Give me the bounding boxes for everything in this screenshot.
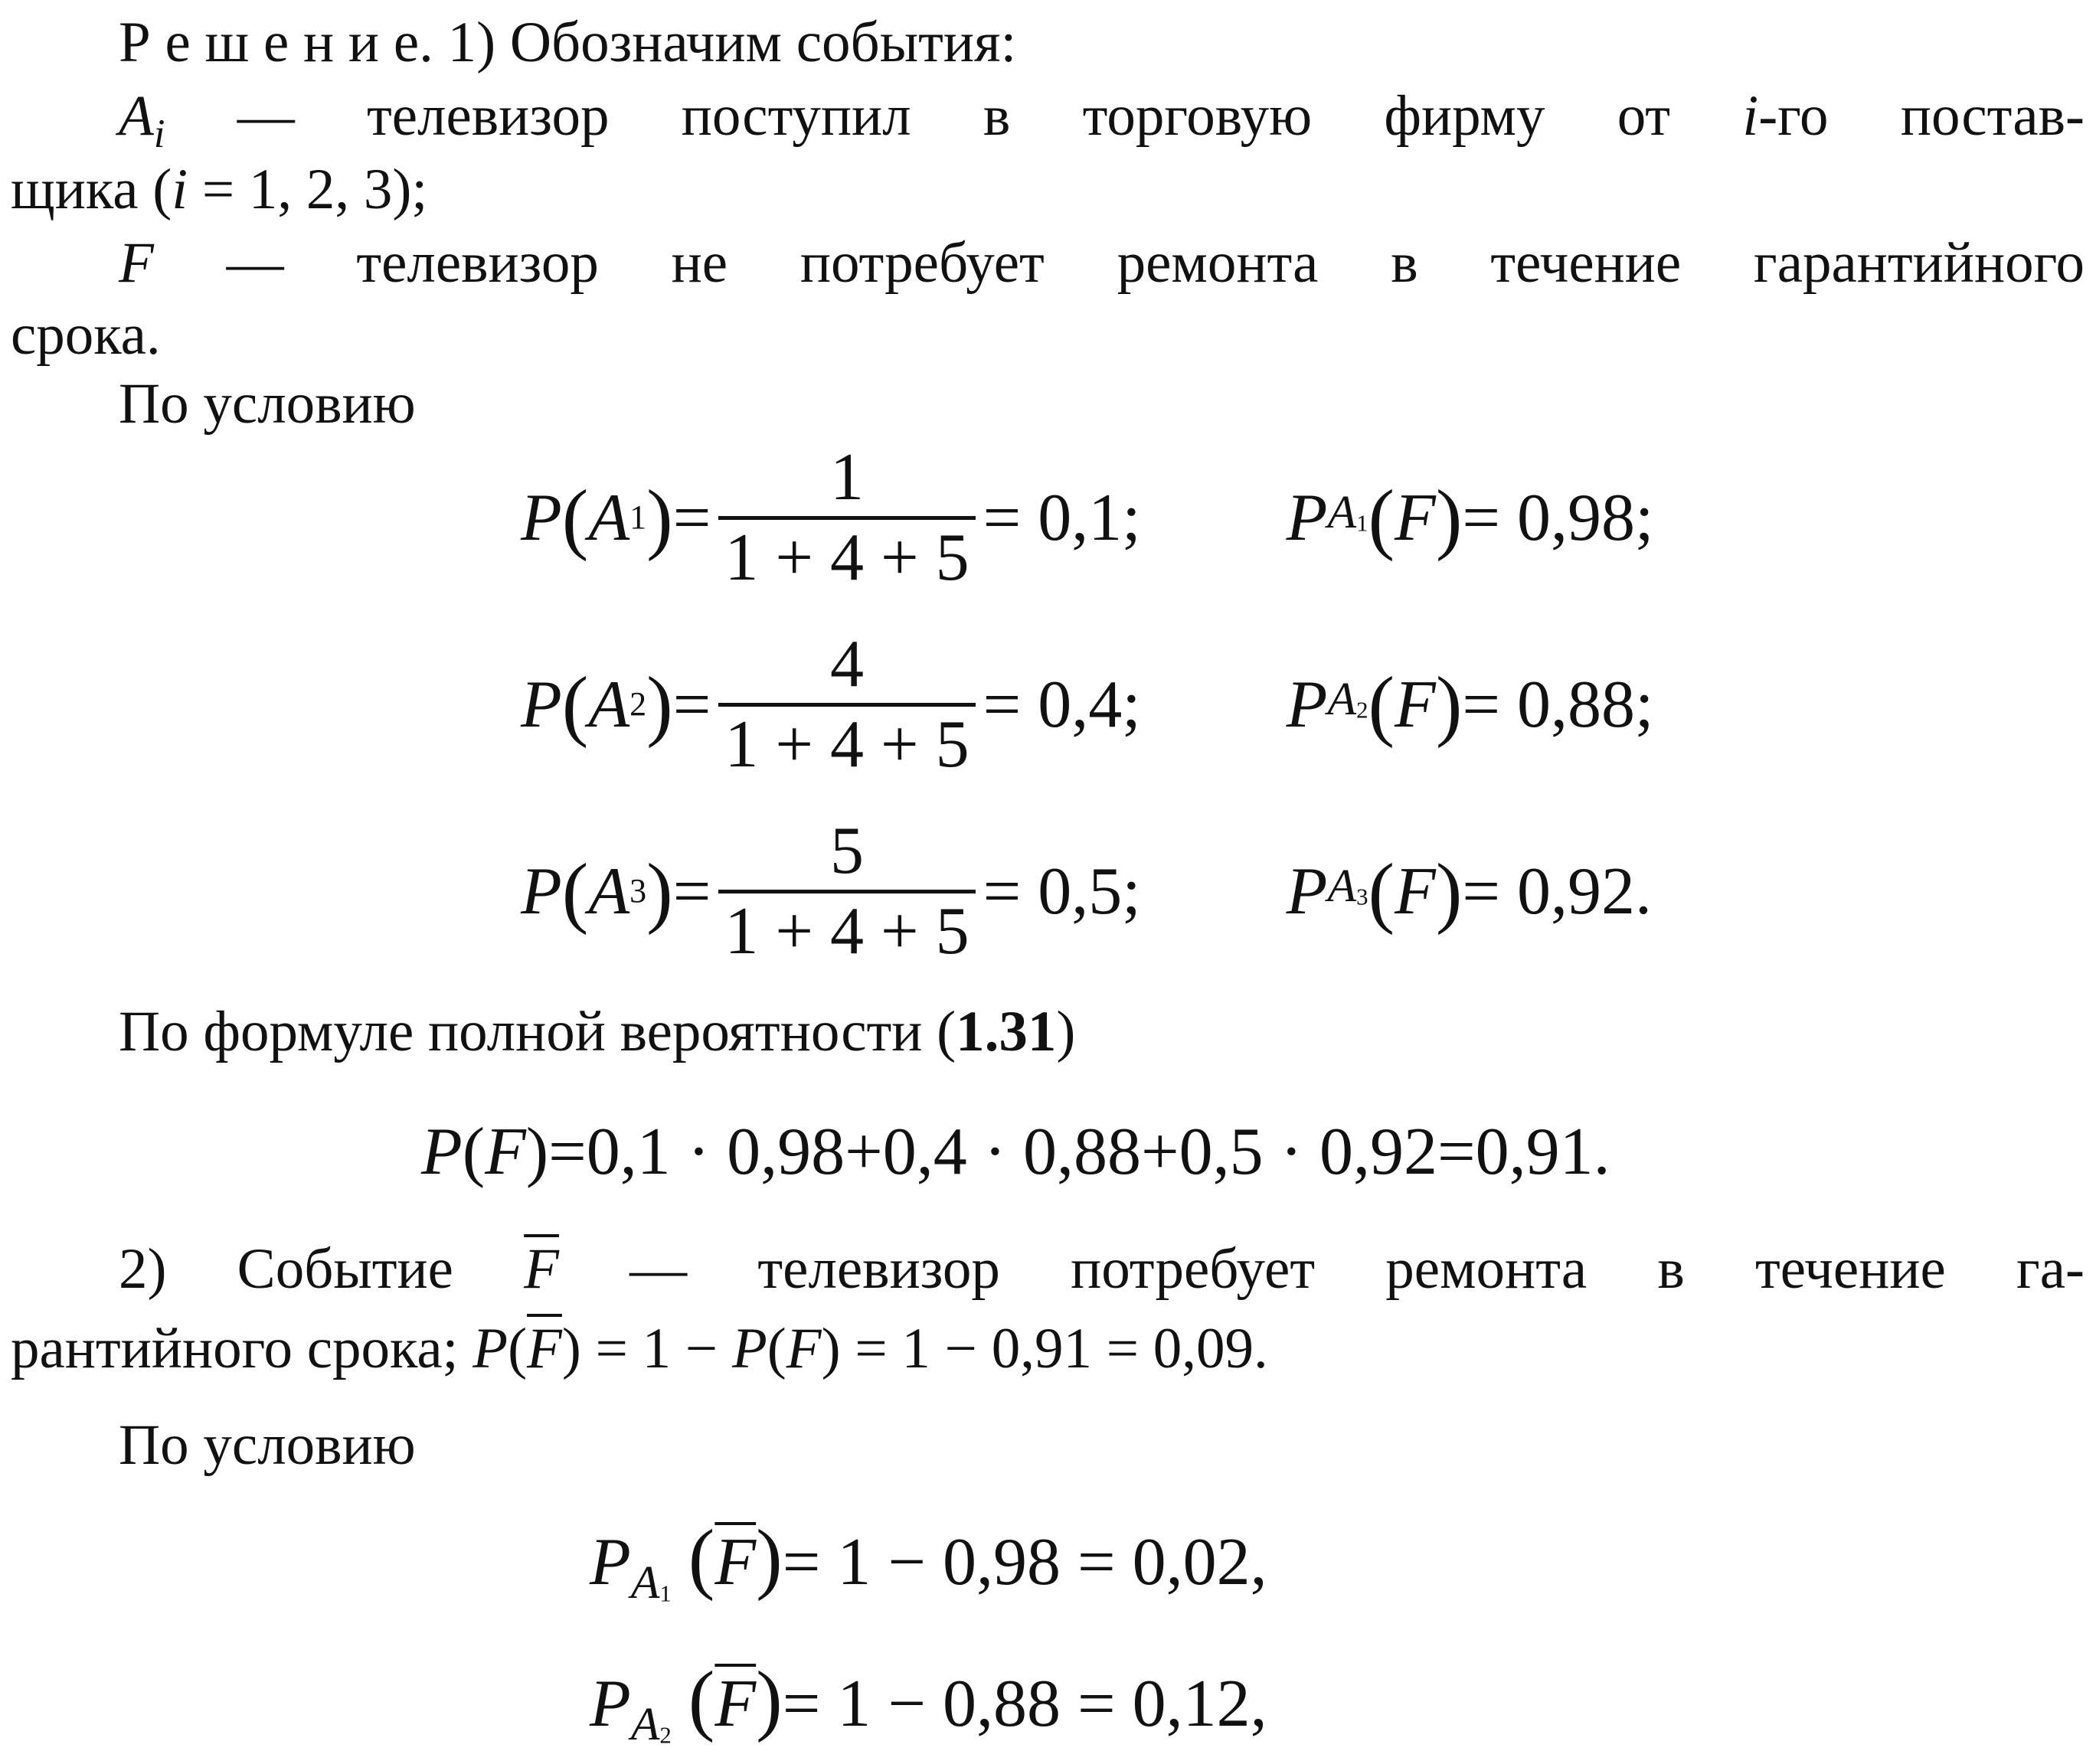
total-probability-line: По формуле полной вероятности (1.31) [119, 1000, 1076, 1063]
event-a-definition-cont: щика (i = 1, 2, 3); [11, 158, 428, 221]
event-a-definition [119, 80, 2085, 156]
cond-row-1: $P_{A_1}$ $(\overline{F})= 1 - 0,98 = 0,02$, [590, 1514, 1267, 1609]
solution-intro: 1) Обозначим события: [433, 11, 1017, 74]
formula-ref: 1.31 [956, 1000, 1057, 1063]
cond-row-2: $P_{A_2}$ $(\overline{F})= 1 - 0,88 = 0,12$, [590, 1655, 1267, 1751]
prob-row-1: P ( A 1 ) = $\frac{1}{1 + 4 + 5}$ = 0,1; P $A_1$ ( F ) = 0,98; [521, 439, 1654, 595]
event-a-text: — телевизор поступил в торговую фирму от [165, 84, 1743, 148]
event-f-text: — телевизор не потребует ремонта в течение гарантийного [153, 231, 2085, 295]
complement-probability-line: рантийного срока; $P(\overline{F}) = 1 - P(F) = 1 - 0,91 = 0,09$. [11, 1317, 1268, 1380]
by-condition-1: По условию [119, 372, 416, 436]
solution-label: Р е ш е н и е. [119, 11, 433, 74]
fraction-2: $\frac{4}{1 + 4 + 5}$ [718, 626, 975, 783]
event-a-text-end: -го постав- [1758, 84, 2085, 148]
event-a-symbol: $A_i$ [119, 84, 165, 156]
complement-event-line: 2) Событие $\overline{F}$ — телевизор потребует ремонта в течение га- [119, 1237, 2085, 1301]
solution-heading-line [119, 6, 2085, 80]
prob-row-3: P ( A 3 ) = $\frac{5}{1 + 4 + 5}$ = 0,5; P $A_3$ ( F ) = 0,92. [521, 813, 1653, 969]
index-i: i [1742, 84, 1759, 148]
total-probability-equation: P(F)=0,1 · 0,98+0,4 · 0,88+0,5 · 0,92=0,91. [421, 1115, 1610, 1189]
event-f-symbol: F [119, 231, 154, 295]
fraction-1: $\frac{1}{1 + 4 + 5}$ [718, 439, 975, 596]
event-f-definition [119, 227, 2085, 300]
f-bar-symbol: $\overline{F}$ [524, 1237, 559, 1301]
prob-row-2: P ( A 2 ) = $\frac{4}{1 + 4 + 5}$ = 0,4; P $A_2$ ( F ) = 0,88; [521, 626, 1654, 782]
by-condition-2: По условию [119, 1413, 416, 1477]
fraction-3: $\frac{5}{1 + 4 + 5}$ [718, 813, 975, 970]
event-f-definition-cont: срока. [11, 303, 161, 367]
